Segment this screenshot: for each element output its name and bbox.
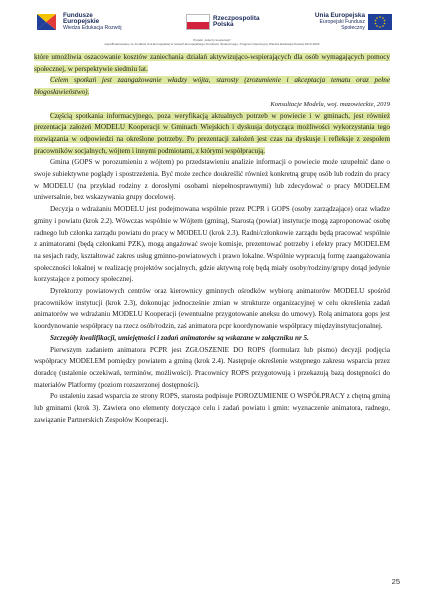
paragraph: Decyzja o wdrażaniu MODELU jest podejmowana wspólnie przez PCPR i GOPS (osoby zarządzające) oraz władze gminy i powiatu (krok 2.2). Wówczas wspólnie w Wójtem (gminą), Starostą (powiat) instytucje mogą zaproponować osobę radnego lub członka zarządu powiatu do pracy w MODELU (krok 2.3). Radni/członkowie zarządu będą pracować wspólnie z animatorami (będą członkami PZK), mogą angażować swoje komisje, prezentować potrzeby i efekty pracy MODELEM na sesjach rady, kształtować zakres usług gminno-powiatowych i prawo lokalne. Wspólnie wypracują formę zaangażowania społeczności lokalnej w realizację projektów socjalnych, gdzie aktywną rolę będą miały osoby/rodziny/grupy dotąd jedynie korzystające z pomocy społecznej. xyxy=(34,205,390,284)
paragraph: Po ustaleniu zasad wsparcia ze strony ROPS, starosta podpisuje POROZUMIENIE O WSPÓŁPRACY z chętną gminą lub gminami (krok 3). Zawiera ono elementy dotyczące celu i zadań powiatu i gmin: wyznaczenie animatora, radnego, zawiązanie Partnerskich Zespołów Kooperacji. xyxy=(34,392,390,424)
header-footnote xyxy=(50,38,374,46)
paragraph: Dyrektorzy powiatowych centrów oraz kierownicy gminnych ośrodków wybiorą animatorów MODELU spośród pracowników instytucji (krok 2.3), dokonując jednocześnie zmian w strukturze organizacyjnej w celu określenia zadań animatorów we wdrażaniu MODELU Kooperacji (ewentualne przygotowanie aneksu do umowy). Rolą animatora gops jest koordynowanie współpracy na rzecz osób/rodzin, zaś animatora pcpr koordynowanie współpracy międzyinstytucjonalnej. xyxy=(34,287,390,331)
page-number: 25 xyxy=(391,577,400,586)
ue-subtitle: Europejski Fundusz Społeczny xyxy=(319,19,365,31)
rp-subtitle: Polska xyxy=(213,21,234,28)
footnote-project: Projekt „Liderzy kooperacji” xyxy=(193,38,231,42)
header-logos xyxy=(34,10,390,36)
paragraph: które umożliwia oszacowanie kosztów zaniechania działań aktywizująco-wspierających dla osób wymagających pomocy społecznej, w perspektywie siedmiu lat. xyxy=(34,53,390,73)
rzeczpospolita-logo xyxy=(186,10,276,34)
document-body xyxy=(34,52,390,427)
footnote-cofinancing: współfinansowany ze środków Unii Europejskiej w ramach Europejskiego Funduszu Społecznego, Program Operacyjny Wiedza Edukacja Rozwój 2014-2020 xyxy=(104,42,320,47)
rp-title: Rzeczpospolita xyxy=(213,15,260,22)
quote-source: Konsultacje Modelu, woj. mazowieckie, 2019 xyxy=(270,100,390,108)
annex-note: Szczegóły kwalifikacji, umiejętności i zadań animatorów są wskazane w załączniku nr 5. xyxy=(50,333,309,342)
ue-title: Unia Europejska xyxy=(314,12,365,19)
fe-subtitle: Wiedza Edukacja Rozwój xyxy=(63,25,122,31)
eu-flag-icon xyxy=(368,14,392,30)
fe-star-icon xyxy=(34,12,60,32)
polish-flag-icon xyxy=(186,14,210,30)
unia-europejska-logo xyxy=(310,10,392,34)
fe-title: Fundusze Europejskie xyxy=(63,12,100,25)
quote-paragraph: Celem spotkań jest zaangażowanie władzy wójta, starosty (zrozumienie i akceptacja tematu oraz pełne błogosławieństwo). xyxy=(34,76,390,97)
paragraph: Gmina (GOPS w porozumieniu z wójtem) po przedstawieniu analizie informacji o powiecie może uzupełnić dane o swoje subiektywne poglądy i spostrzeżenia. Być może zechce doukreślić również konkretną grupę osób lub rodzin do pracy w MODELU (na przykład rodziny z dorosłymi osobami niepełnosprawnymi) lub zdecydować o pracy MODELEM uniwersalnie, bez wskazywania grupy docelowej. xyxy=(34,158,390,202)
paragraph: Częścią spotkania informacyjnego, poza weryfikacją aktualnych potrzeb w powiecie i w gminach, jest również prezentacja założeń MODELU Kooperacji w Gminach Wiejskich i dyskusja dotycząca możliwości wykorzystania tego rozwiązania w odpowiedzi na określone potrzeby. Po prezentacji założeń jest czas na dyskusje i refleksje z zespołem pracowników socjalnych, wójtem i innymi podmiotami, z którymi współpracują. xyxy=(34,111,390,155)
fundusze-europejskie-logo xyxy=(34,10,130,34)
paragraph: Pierwszym zadaniem animatora PCPR jest ZGŁOSZENIE DO ROPS (formularz lub pismo) decyzji podjęcia współpracy MODELEM pomiędzy powiatem a gminą (krok 2.4). Następuje określenie wstępnego zakresu wsparcia przez doradcę (ustalenie oczekiwań, terminów, możliwości). Pracownicy ROPS przygotowują i przekazują bazą dostępności do materiałów Platformy (poziom rozszerzonej dostępności). xyxy=(34,345,390,389)
